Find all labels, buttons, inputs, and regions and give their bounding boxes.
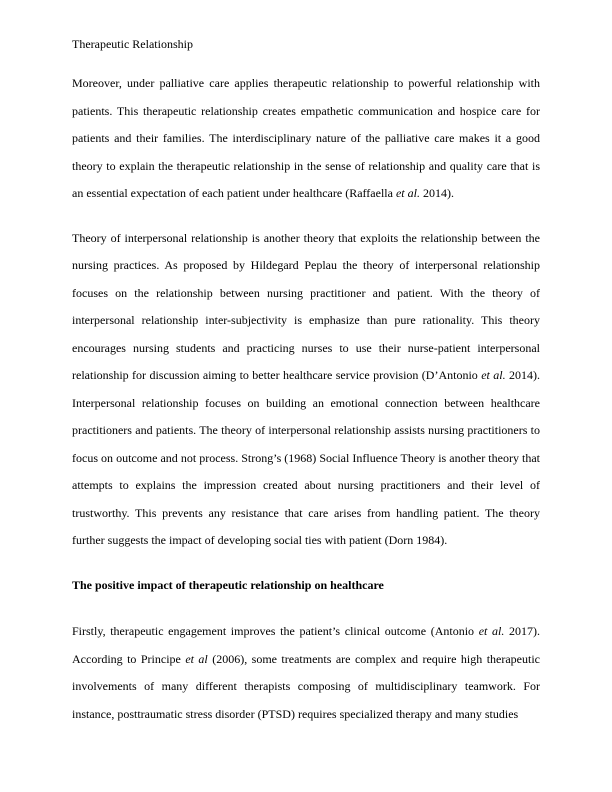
section-heading: The positive impact of therapeutic relationship on healthcare [72,577,384,592]
paragraph-text: Firstly, therapeutic engagement improves the patient’s clinical outcome (Antonio [72,624,479,638]
paragraph-text: Theory of interpersonal relationship is another theory that exploits the relationship between the nursing practices. As proposed by Hildegard Peplau the theory of interpersonal relationship focuses on the relationship between nursing practitioner and patient. With the theory of interpersonal relationship inter-subjectivity is emphasize than pure rationality. This theory encourages nursing students and practicing nurses to use their nurse-patient interpersonal relationship for discussion aiming to better healthcare service provision (D’Antonio [72,230,540,382]
paragraph-text: 2014). [419,186,454,200]
paragraph-text: Moreover, under palliative care applies therapeutic relationship to powerful relationship with patients. This therapeutic relationship creates empathetic communication and hospice care for patients and their families. The interdisciplinary nature of the palliative care makes it a good theory to explain the therapeutic relationship in the sense of relationship and quality care that is an essential expectation of each patient under healthcare (Raffaella [72,76,540,200]
body-text [72,70,540,728]
paragraph-palliative-care [72,70,540,208]
paragraph-text: (2006), some treatments are complex and require high therapeutic involvements of many different therapists composing of multidisciplinary teamwork. For instance, posttraumatic stress disorder (PTSD) requires specialized therapy and many studies [72,651,540,721]
running-head: Therapeutic Relationship [72,37,193,51]
citation-et-al: et al. [481,368,506,382]
paragraph-text: 2017). According to Principe [72,624,540,666]
paragraph-interpersonal-theory [72,225,540,555]
citation-et-al: et al. [478,624,505,638]
paragraph-text: 2014). Interpersonal relationship focuses on building an emotional connection between healthcare practitioners and patients. The theory of interpersonal relationship assists nursing practitioners to focus on outcome and not process. Strong’s (1968) Social Influence Theory is another theory that attempts to explains the impression created about nursing practitioners and their level of trustworthy. This prevents any resistance that care arises from handling patient. The theory further suggests the impact of developing social ties with patient (Dorn 1984). [72,368,541,547]
citation-et-al: et al. [395,186,420,200]
citation-et-al: et al [185,651,208,666]
paragraph-positive-impact [72,618,540,728]
